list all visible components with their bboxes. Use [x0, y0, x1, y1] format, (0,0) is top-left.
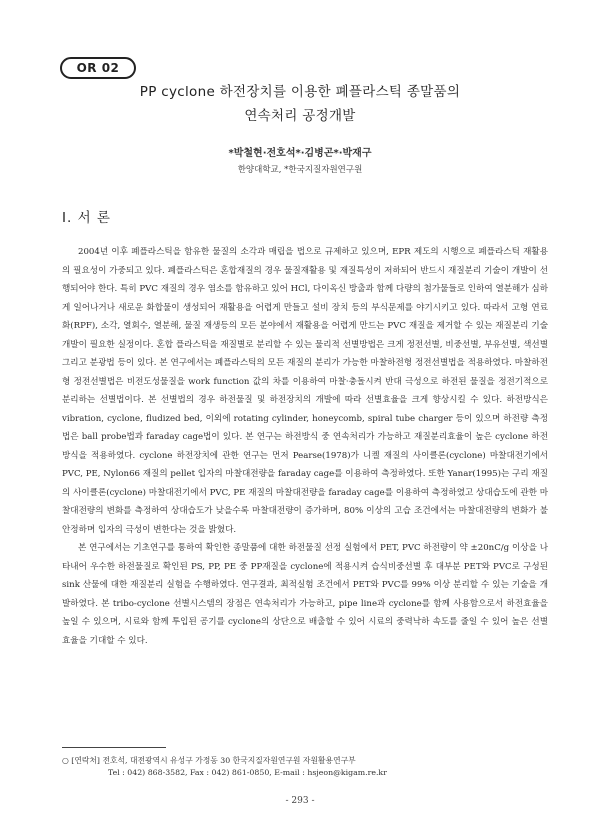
footnote [62, 755, 502, 779]
paragraph: 본 연구에서는 기초연구를 통하여 확인한 종말품에 대한 하전물질 선정 실험에서 PET, PVC 하전량이 약 ±20nC/g 이상을 나타내어 우수한 하전물질로 확인된 PS, PP, PE 중 PP재질을 cyclone에 적용시켜 습식비중선별 후 대부분 PET와 PVC로 구성된 sink 산물에 대한 재질분리 실험을 수행하였다. 연구결과, 최적실험 조건에서 PET와 PVC를 99% 이상 분리할 수 있는 기술을 개발하였다. 본 tribo-cyclone 선별시스템의 장점은 연속처리가 가능하고, pipe line과 cyclone를 함께 사용함으로서 하전효율을 높일 수 있으며, 시료와 함께 투입된 공기를 cyclone의 상단으로 배출할 수 있어 시료의 중력낙하 속도를 줄일 수 있어 높은 선별효율을 기대할 수 있다. [62, 543, 548, 646]
footnote-line: ○ [연락처] 전호석, 대전광역시 유성구 가정동 30 한국지질자원연구원 자원활용연구부 [62, 756, 356, 765]
paragraph: 2004년 이후 폐플라스틱을 함유한 물질의 소각과 매립을 법으로 규제하고 있으며, EPR 제도의 시행으로 폐플라스틱 재활용의 필요성이 가중되고 있다. 폐플라스틱은 혼합재질의 경우 물질재활용 및 재질특성이 저하되어 반드시 재질분리 기술이 개발이 선행되어야 한다. 특히 PVC 재질의 경우 염소를 함유하고 있어 HCl, 다이옥신 방출과 함께 다량의 첨가물들로 인하여 열분해가 심하게 일어나거나 새로운 화합물이 생성되어 재활용을 어렵게 만들고 설비 장치 등의 부식문제를 야기시키고 있다. 따라서 고형 연료화(RPF), 소각, 열회수, 열분해, 물질 재생등의 모든 분야에서 재활용을 어렵게 만드는 PVC 재질을 제거할 수 있는 재질분리 기술 개발이 필요한 실정이다. 혼합 플라스틱을 재질별로 분리할 수 있는 물리적 선별방법은 크게 정전선별, 비중선별, 부유선별, 색선별 그리고 분광법 등이 있다. 본 연구에서는 폐플라스틱의 모든 재질의 분리가 가능한 마찰하전형 정전선별법을 적용하였다. 마찰하전형 정전선별법은 비전도성물질을 work function 값의 차를 이용하여 마찰·충돌시켜 반대 극성으로 하전된 물질을 정전기적으로 분리하는 선별법이다. 본 선별법의 경우 하전물질 및 하전장치의 개발에 따라 선별효율을 크게 향상시킬 수 있다. 하전방식은 vibration, cyclone, fludized bed, 이외에 rotating cylinder, honeycomb, spiral tube charger 등이 있으며 하전량 측정법은 ball probe법과 faraday cage법이 있다. 본 연구는 하전방식 중 연속처리가 가능하고 재질분리효율이 높은 cyclone 하전방식을 적용하였다. cyclone 하전장치에 관한 연구는 먼저 Pearse(1978)가 니켈 재질의 사이클론(cyclone) 마찰대전기에서 PVC, PE, Nylon66 재질의 pellet 입자의 마찰대전량을 faraday cage를 이용하여 측정하였다. 또한 Yanar(1995)는 구리 재질의 사이클론(cyclone) 마찰대전기에서 PVC, PE 재질의 마찰대전량을 faraday cage를 이용하여 측정하였고 상대습도에 관한 마찰대전량의 변화를 측정하여 상대습도가 낮을수록 마찰대전량이 증가하며, 80% 이상의 고습 조건에서는 마찰대전량의 변화가 불안정하며 입자의 극성이 변한다는 것을 밝혔다. [62, 247, 548, 535]
page-number: - 293 - [285, 796, 315, 806]
footnote-divider [62, 747, 166, 748]
footnote-line: Tel : 042) 868-3582, Fax : 042) 861-0850, E-mail : hsjeon@kigam.re.kr [108, 768, 387, 777]
paper-title-line1: PP cyclone 하전장치를 이용한 폐플라스틱 종말품의 [139, 84, 461, 100]
section-heading: Ⅰ. 서 론 [62, 210, 111, 226]
affiliation: 한양대학교, *한국지질자원연구원 [237, 165, 363, 175]
body-text [62, 243, 548, 650]
author-list: *박철현·전호석*·김병곤*·박재구 [228, 148, 372, 159]
paper-title-line2: 연속처리 공정개발 [244, 108, 356, 124]
session-tag: OR 02 [60, 57, 136, 79]
